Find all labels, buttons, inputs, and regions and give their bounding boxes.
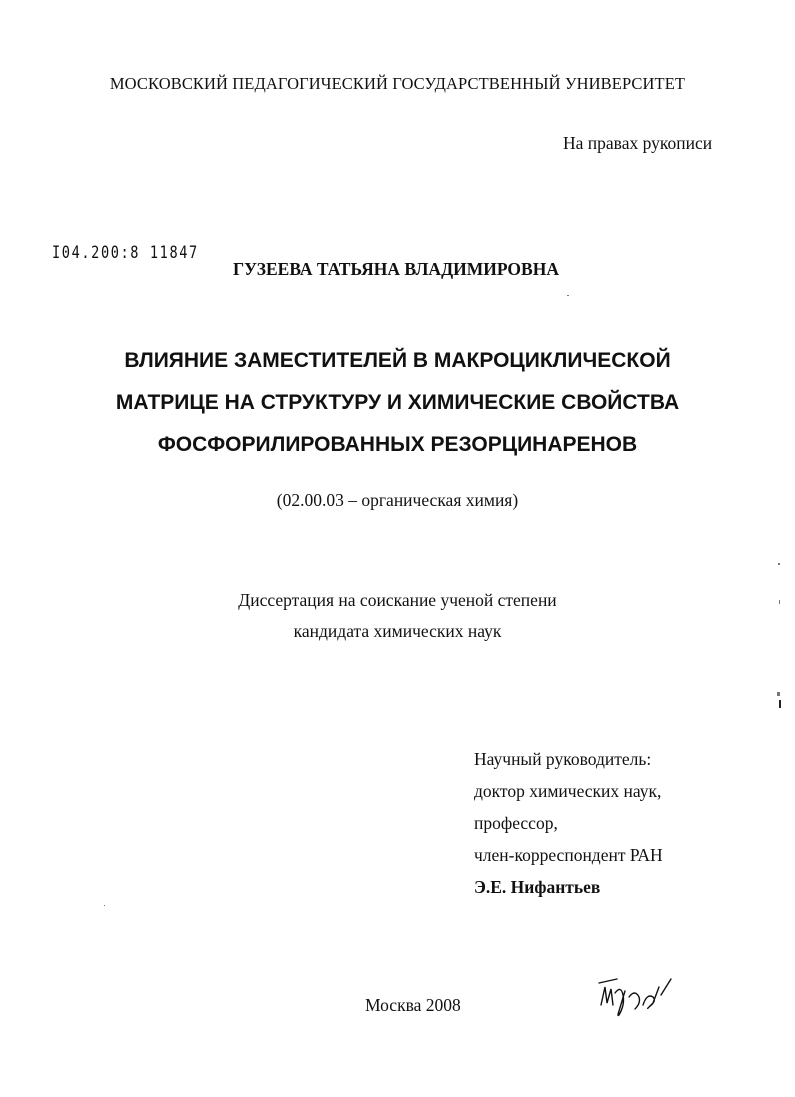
author-name: ГУЗЕЕВА ТАТЬЯНА ВЛАДИМИРОВНА [233, 259, 559, 279]
title-line: ВЛИЯНИЕ ЗАМЕСТИТЕЛЕЙ В МАКРОЦИКЛИЧЕСКОЙ [124, 349, 671, 372]
title-line: МАТРИЦЕ НА СТРУКТУРУ И ХИМИЧЕСКИЕ СВОЙСТВА [115, 391, 680, 414]
scan-speck [567, 295, 569, 296]
dissertation-title [0, 340, 795, 466]
university-name: МОСКОВСКИЙ ПЕДАГОГИЧЕСКИЙ ГОСУДАРСТВЕННЫЙ УНИВЕРСИТЕТ [109, 74, 686, 93]
signature-icon [595, 975, 685, 1020]
degree-line: кандидата химических наук [293, 621, 502, 641]
scan-speck [778, 563, 780, 565]
supervisor-line: профессор, [474, 813, 558, 833]
scan-speck [779, 700, 781, 708]
manuscript-note: На правах рукописи [563, 133, 713, 153]
degree-line: Диссертация на соискание ученой степени [238, 590, 557, 610]
library-stamp: I04.200:8 11847 [52, 243, 199, 263]
city-year: Москва 2008 [365, 995, 461, 1015]
supervisor-line: доктор химических наук, [474, 781, 662, 801]
degree-statement [0, 585, 795, 647]
scan-speck [104, 905, 105, 906]
supervisor-name: Э.Е. Нифантьев [474, 877, 601, 897]
scan-speck [779, 600, 780, 604]
supervisor-line: член-корреспондент РАН [474, 845, 663, 865]
specialty-code: (02.00.03 – органическая химия) [276, 490, 519, 510]
supervisor-line: Научный руководитель: [474, 749, 652, 769]
scan-speck [777, 692, 780, 696]
title-line: ФОСФОРИЛИРОВАННЫХ РЕЗОРЦИНАРЕНОВ [157, 433, 638, 456]
supervisor-block [474, 743, 663, 903]
